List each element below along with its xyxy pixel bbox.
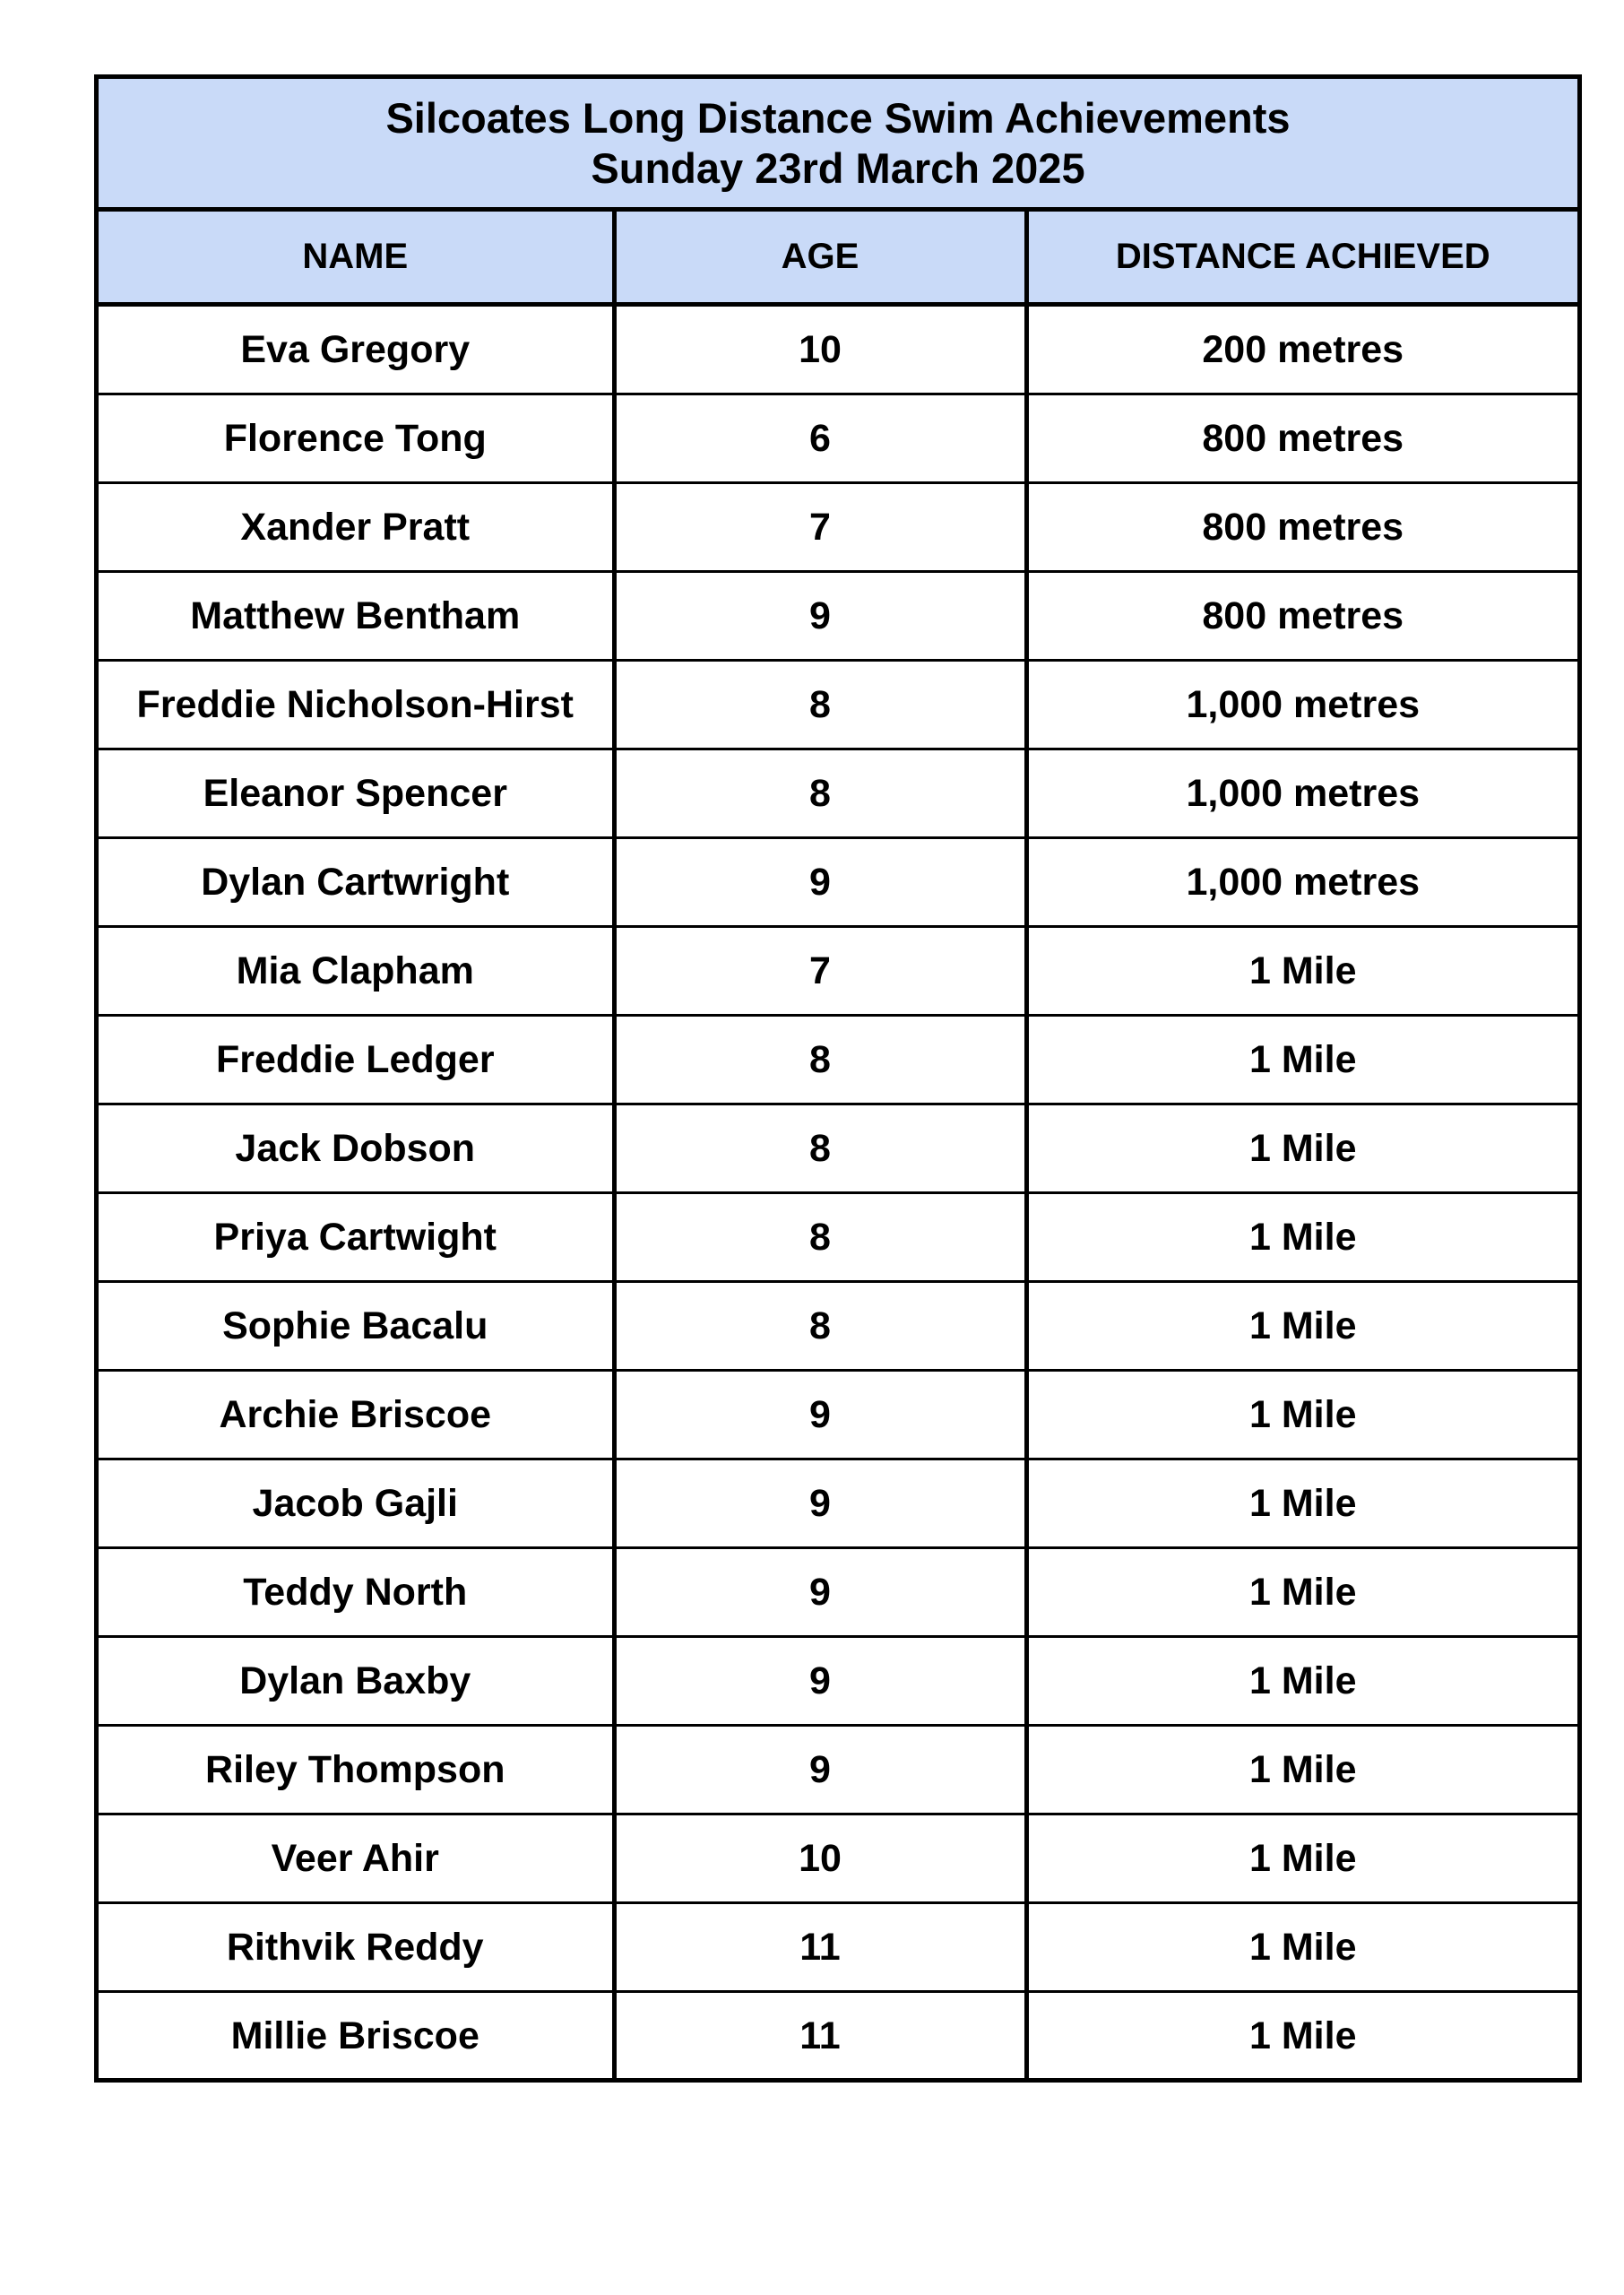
table-row xyxy=(99,1193,1577,1282)
cell-age: 9 xyxy=(614,1459,1026,1548)
column-header-age: AGE xyxy=(614,210,1026,305)
cell-distance: 1,000 metres xyxy=(1026,661,1577,749)
table-row xyxy=(99,1282,1577,1371)
column-header-distance: DISTANCE ACHIEVED xyxy=(1026,210,1577,305)
achievements-table xyxy=(99,79,1577,2079)
table-row xyxy=(99,838,1577,927)
title-line-date: Sunday 23rd March 2025 xyxy=(591,143,1085,192)
table-row xyxy=(99,1371,1577,1459)
table-row xyxy=(99,1637,1577,1726)
table-row xyxy=(99,483,1577,572)
column-header-name: NAME xyxy=(99,210,614,305)
cell-distance: 1 Mile xyxy=(1026,1016,1577,1104)
table-row xyxy=(99,1814,1577,1903)
title-row xyxy=(99,79,1577,210)
table-row xyxy=(99,749,1577,838)
cell-name: Dylan Cartwright xyxy=(99,838,614,927)
table-title xyxy=(99,79,1577,210)
column-header-row xyxy=(99,210,1577,305)
cell-name: Florence Tong xyxy=(99,394,614,483)
table-row xyxy=(99,1726,1577,1814)
cell-age: 9 xyxy=(614,1548,1026,1637)
table-row xyxy=(99,394,1577,483)
cell-name: Eva Gregory xyxy=(99,305,614,394)
cell-name: Rithvik Reddy xyxy=(99,1903,614,1992)
cell-distance: 1 Mile xyxy=(1026,1903,1577,1992)
cell-age: 11 xyxy=(614,1903,1026,1992)
cell-name: Millie Briscoe xyxy=(99,1992,614,2080)
cell-age: 8 xyxy=(614,1104,1026,1193)
cell-name: Jack Dobson xyxy=(99,1104,614,1193)
cell-distance: 1,000 metres xyxy=(1026,838,1577,927)
cell-age: 8 xyxy=(614,749,1026,838)
cell-name: Matthew Bentham xyxy=(99,572,614,661)
table-row xyxy=(99,1104,1577,1193)
cell-age: 7 xyxy=(614,927,1026,1016)
cell-distance: 1 Mile xyxy=(1026,1637,1577,1726)
cell-name: Dylan Baxby xyxy=(99,1637,614,1726)
cell-distance: 1 Mile xyxy=(1026,1459,1577,1548)
cell-distance: 1 Mile xyxy=(1026,1548,1577,1637)
cell-distance: 1 Mile xyxy=(1026,1282,1577,1371)
cell-age: 9 xyxy=(614,838,1026,927)
cell-name: Eleanor Spencer xyxy=(99,749,614,838)
cell-name: Jacob Gajli xyxy=(99,1459,614,1548)
cell-name: Freddie Nicholson-Hirst xyxy=(99,661,614,749)
cell-age: 8 xyxy=(614,661,1026,749)
cell-distance: 200 metres xyxy=(1026,305,1577,394)
table-row xyxy=(99,1992,1577,2080)
title-line-event: Silcoates Long Distance Swim Achievements xyxy=(385,93,1291,142)
cell-name: Archie Briscoe xyxy=(99,1371,614,1459)
cell-name: Teddy North xyxy=(99,1548,614,1637)
cell-age: 11 xyxy=(614,1992,1026,2080)
cell-distance: 1 Mile xyxy=(1026,1193,1577,1282)
table-row xyxy=(99,1016,1577,1104)
cell-distance: 1 Mile xyxy=(1026,927,1577,1016)
cell-distance: 1 Mile xyxy=(1026,1726,1577,1814)
cell-age: 9 xyxy=(614,1637,1026,1726)
cell-name: Riley Thompson xyxy=(99,1726,614,1814)
table-row xyxy=(99,1548,1577,1637)
cell-age: 10 xyxy=(614,1814,1026,1903)
cell-name: Xander Pratt xyxy=(99,483,614,572)
cell-distance: 1 Mile xyxy=(1026,1992,1577,2080)
cell-distance: 800 metres xyxy=(1026,394,1577,483)
cell-name: Sophie Bacalu xyxy=(99,1282,614,1371)
cell-age: 9 xyxy=(614,1371,1026,1459)
cell-distance: 1 Mile xyxy=(1026,1814,1577,1903)
cell-age: 9 xyxy=(614,1726,1026,1814)
cell-age: 8 xyxy=(614,1282,1026,1371)
cell-distance: 1 Mile xyxy=(1026,1104,1577,1193)
cell-age: 8 xyxy=(614,1016,1026,1104)
cell-age: 8 xyxy=(614,1193,1026,1282)
cell-age: 7 xyxy=(614,483,1026,572)
cell-name: Veer Ahir xyxy=(99,1814,614,1903)
table-body xyxy=(99,305,1577,2080)
achievements-table-frame xyxy=(94,74,1582,2083)
cell-age: 10 xyxy=(614,305,1026,394)
cell-distance: 1,000 metres xyxy=(1026,749,1577,838)
table-row xyxy=(99,305,1577,394)
cell-distance: 1 Mile xyxy=(1026,1371,1577,1459)
cell-name: Mia Clapham xyxy=(99,927,614,1016)
cell-name: Priya Cartwight xyxy=(99,1193,614,1282)
cell-age: 6 xyxy=(614,394,1026,483)
cell-distance: 800 metres xyxy=(1026,572,1577,661)
cell-age: 9 xyxy=(614,572,1026,661)
table-row xyxy=(99,1903,1577,1992)
table-row xyxy=(99,661,1577,749)
cell-distance: 800 metres xyxy=(1026,483,1577,572)
table-row xyxy=(99,1459,1577,1548)
cell-name: Freddie Ledger xyxy=(99,1016,614,1104)
table-row xyxy=(99,572,1577,661)
table-row xyxy=(99,927,1577,1016)
